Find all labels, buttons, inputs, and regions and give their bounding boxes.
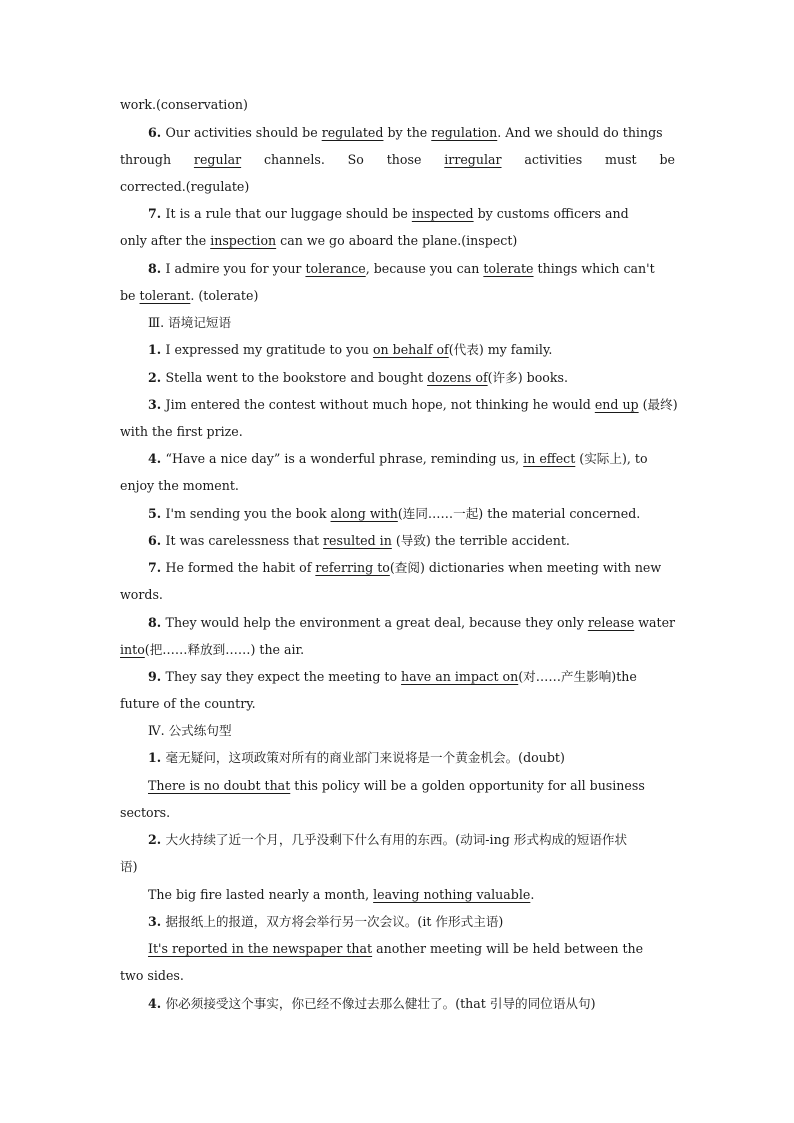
text: only after the: [120, 233, 211, 248]
text: Jim entered the contest without much hope, not thinking he would: [165, 397, 595, 412]
item-number: 2.: [148, 832, 166, 847]
answer-blank: inspected: [411, 206, 474, 221]
exercise-item: [148, 205, 675, 223]
text: water: [634, 615, 676, 630]
text: 据报纸上的报道，双方将会举行另一次会议。(it 作形式主语): [165, 914, 504, 929]
text: 语): [120, 859, 138, 874]
item-number: 3.: [148, 397, 166, 412]
answer-blank: release: [587, 615, 635, 630]
text: (代表) my family.: [448, 342, 553, 357]
text-line: [120, 695, 675, 713]
text-line: [148, 940, 675, 958]
text: channels. So those: [241, 152, 445, 167]
exercise-item: [148, 995, 675, 1013]
answer-blank: leaving nothing valuable: [373, 887, 531, 902]
exercise-item: [148, 559, 675, 577]
answer-blank: irregular: [444, 152, 502, 167]
exercise-item: [148, 532, 675, 550]
text-line: [120, 423, 675, 441]
section-title: Ⅳ. 公式练句型: [148, 723, 232, 738]
item-number: 6.: [148, 125, 166, 140]
item-number: 5.: [148, 506, 166, 521]
text: be: [120, 288, 140, 303]
text: . (tolerate): [190, 288, 259, 303]
text-line: [120, 641, 675, 659]
text: (查阅) dictionaries when meeting with new: [389, 560, 662, 575]
item-number: 1.: [148, 750, 166, 765]
text-line: [120, 96, 675, 114]
text-line: [120, 287, 675, 305]
text: “Have a nice day” is a wonderful phrase, reminding us,: [165, 451, 524, 466]
exercise-item: [148, 913, 675, 931]
text: (许多) books.: [487, 370, 568, 385]
text: 毫无疑问，这项政策对所有的商业部门来说将是一个黄金机会。(doubt): [165, 750, 565, 765]
section-heading: [148, 722, 675, 740]
answer-blank: in effect: [523, 451, 576, 466]
answer-blank: along with: [330, 506, 398, 521]
text: can we go aboard the plane.(inspect): [276, 233, 518, 248]
text: work.(conservation): [120, 97, 248, 112]
text: future of the country.: [120, 696, 256, 711]
text: 你必须接受这个事实，你已经不像过去那么健壮了。(that 引导的同位语从句): [165, 996, 596, 1011]
text: things which can't: [533, 261, 655, 276]
text: another meeting will be held between the: [372, 941, 644, 956]
text: Our activities should be: [165, 125, 322, 140]
exercise-item: [148, 369, 675, 387]
answer-blank: tolerant: [139, 288, 191, 303]
text: They would help the environment a great deal, because they only: [165, 615, 588, 630]
text: by customs officers and: [473, 206, 629, 221]
exercise-item: [148, 749, 675, 767]
exercise-item: [148, 341, 675, 359]
text: .: [530, 887, 535, 902]
answer-blank: inspection: [210, 233, 277, 248]
text: through: [120, 152, 194, 167]
answer-blank: on behalf of: [372, 342, 449, 357]
text: (连同……一起) the material concerned.: [397, 506, 641, 521]
answer-blank: referring to: [315, 560, 390, 575]
text: He formed the habit of: [165, 560, 316, 575]
section-heading: [148, 314, 675, 332]
item-number: 4.: [148, 451, 166, 466]
text: sectors.: [120, 805, 171, 820]
item-number: 3.: [148, 914, 166, 929]
answer-blank: resulted in: [323, 533, 392, 548]
answer-blank: dozens of: [427, 370, 488, 385]
text: 大火持续了近一个月，几乎没剩下什么有用的东西。(动词-ing 形式构成的短语作状: [165, 832, 628, 847]
item-number: 1.: [148, 342, 166, 357]
exercise-item: [148, 260, 675, 278]
text-line: [120, 804, 675, 822]
item-number: 9.: [148, 669, 166, 684]
text: I expressed my gratitude to you: [165, 342, 373, 357]
text: (实际上), to: [575, 451, 648, 466]
exercise-item: [148, 396, 678, 414]
text: Stella went to the bookstore and bought: [165, 370, 428, 385]
text-line: [120, 586, 675, 604]
text: I admire you for your: [165, 261, 306, 276]
text: this policy will be a golden opportunity for all business: [290, 778, 645, 793]
text: activities must be: [501, 152, 675, 167]
text: (最终): [638, 397, 678, 412]
text: I'm sending you the book: [165, 506, 331, 521]
answer-blank: regulated: [321, 125, 384, 140]
text-line: [120, 178, 675, 196]
exercise-item: [148, 505, 675, 523]
item-number: 2.: [148, 370, 166, 385]
text-line: [120, 477, 675, 495]
answer-blank: regular: [193, 152, 242, 167]
text: by the: [383, 125, 432, 140]
text-line: [120, 151, 675, 169]
text: The big fire lasted nearly a month,: [148, 887, 374, 902]
answer-blank: There is no doubt that: [148, 778, 291, 793]
text-line: [120, 232, 675, 250]
text-line: [148, 777, 675, 795]
text: It was carelessness that: [165, 533, 324, 548]
text: two sides.: [120, 968, 184, 983]
text-line: [148, 886, 675, 904]
text: (把……释放到……) the air.: [144, 642, 305, 657]
answer-blank: have an impact on: [401, 669, 519, 684]
section-title: Ⅲ. 语境记短语: [148, 315, 232, 330]
text: (对……产生影响)the: [518, 669, 637, 684]
exercise-item: [148, 124, 675, 142]
text-line: [120, 858, 675, 876]
answer-blank: regulation: [431, 125, 498, 140]
item-number: 6.: [148, 533, 166, 548]
answer-blank: end up: [594, 397, 639, 412]
exercise-item: [148, 668, 675, 686]
text: with the first prize.: [120, 424, 243, 439]
text: corrected.(regulate): [120, 179, 250, 194]
exercise-item: [148, 614, 675, 632]
answer-blank: It's reported in the newspaper that: [148, 941, 373, 956]
answer-blank: into: [120, 642, 145, 657]
text: , because you can: [365, 261, 484, 276]
answer-blank: tolerate: [483, 261, 534, 276]
item-number: 8.: [148, 261, 166, 276]
text: They say they expect the meeting to: [165, 669, 402, 684]
answer-blank: tolerance: [305, 261, 366, 276]
exercise-item: [148, 831, 675, 849]
exercise-item: [148, 450, 675, 468]
item-number: 7.: [148, 560, 166, 575]
text: words.: [120, 587, 163, 602]
text-line: [120, 967, 675, 985]
text: It is a rule that our luggage should be: [165, 206, 412, 221]
item-number: 8.: [148, 615, 166, 630]
item-number: 7.: [148, 206, 166, 221]
text: enjoy the moment.: [120, 478, 239, 493]
item-number: 4.: [148, 996, 166, 1011]
text: (导致) the terrible accident.: [391, 533, 570, 548]
text: . And we should do things: [497, 125, 663, 140]
